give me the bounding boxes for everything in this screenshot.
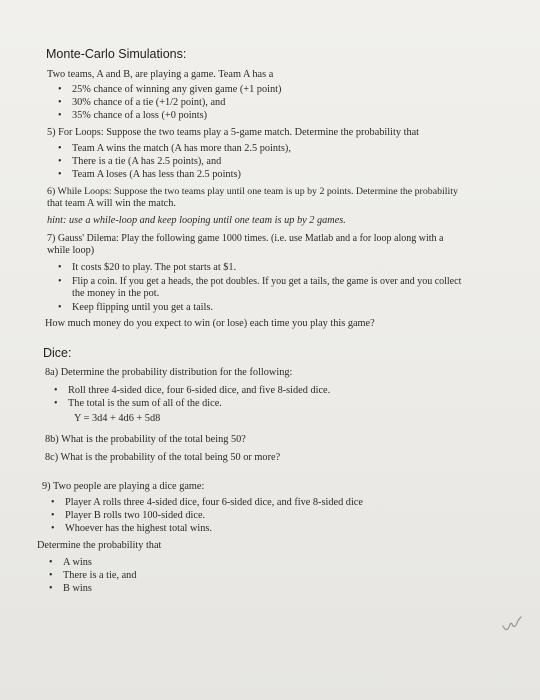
monte-carlo-heading: Monte-Carlo Simulations: (46, 47, 187, 61)
question-8b: 8b) What is the probability of the total being 50? (45, 434, 246, 445)
bullet-icon: • (58, 302, 62, 313)
bullet-icon: • (51, 497, 55, 508)
bullet-icon: • (51, 523, 55, 534)
bullet-icon: • (58, 156, 62, 167)
list-item: • There is a tie, and (49, 570, 137, 581)
bullet-icon: • (54, 385, 58, 396)
bullet-icon: • (49, 570, 53, 581)
check-scribble-icon (500, 612, 524, 634)
question-5: 5) For Loops: Suppose the two teams play a 5-game match. Determine the probability that (47, 127, 420, 138)
list-item: • 35% chance of a loss (+0 points) (58, 110, 208, 121)
dice-heading: Dice: (43, 346, 72, 360)
bullet-icon: • (58, 97, 62, 108)
list-item: • The total is the sum of all of the dice. (54, 398, 222, 409)
hint-text: hint: use a while-loop and keep looping until one team is up by 2 games. (47, 215, 346, 226)
list-item: • Whoever has the highest total wins. (51, 523, 212, 534)
list-item: • Roll three 4-sided dice, four 6-sided dice, and five 8-sided dice. (54, 385, 331, 396)
question-6: 6) While Loops: Suppose the two teams play until one team is up by 2 points. Determine the probability (47, 186, 458, 197)
list-item: • B wins (49, 583, 92, 594)
bullet-icon: • (58, 110, 62, 121)
question-8c: 8c) What is the probability of the total being 50 or more? (45, 452, 281, 463)
bullet-icon: • (58, 262, 62, 273)
bullet-icon: • (58, 169, 62, 180)
list-item: • A wins (49, 557, 92, 568)
list-item: • Team A loses (A has less than 2.5 points) (58, 169, 241, 180)
bullet-icon: • (51, 510, 55, 521)
question-6-cont: that team A will win the match. (47, 198, 176, 209)
question-7-cont: while loop) (47, 245, 95, 256)
bullet-icon: • (54, 398, 58, 409)
list-item: • Player A rolls three 4-sided dice, four 6-sided dice, and five 8-sided dice (51, 497, 363, 508)
intro-text: Two teams, A and B, are playing a game. Team A has a (47, 69, 274, 80)
dice-equation: Y = 3d4 + 4d6 + 5d8 (74, 413, 161, 424)
list-item-cont: the money in the pot. (72, 288, 160, 299)
bullet-icon: • (49, 557, 53, 568)
list-item: • Keep flipping until you get a tails. (58, 302, 213, 313)
bullet-icon: • (58, 143, 62, 154)
list-item: • It costs $20 to play. The pot starts at $1. (58, 262, 237, 273)
list-item: • Player B rolls two 100-sided dice. (51, 510, 206, 521)
list-item: • 30% chance of a tie (+1/2 point), and (58, 97, 226, 108)
bullet-icon: • (58, 276, 62, 287)
bullet-icon: • (58, 84, 62, 95)
question-9: 9) Two people are playing a dice game: (42, 481, 205, 492)
question-7: 7) Gauss' Dilema: Play the following game 1000 times. (i.e. use Matlab and a for loop along with a (47, 233, 444, 244)
list-item: • There is a tie (A has 2.5 points), and (58, 156, 222, 167)
list-item: • Flip a coin. If you get a heads, the pot doubles. If you get a tails, the game is over and you collect (58, 276, 462, 287)
question-7-final: How much money do you expect to win (or lose) each time you play this game? (45, 318, 375, 329)
list-item: • Team A wins the match (A has more than 2.5 points), (58, 143, 291, 154)
list-item: • 25% chance of winning any given game (+1 point) (58, 84, 282, 95)
bullet-icon: • (49, 583, 53, 594)
question-8a: 8a) Determine the probability distribution for the following: (45, 367, 293, 378)
determine-text: Determine the probability that (37, 540, 162, 551)
